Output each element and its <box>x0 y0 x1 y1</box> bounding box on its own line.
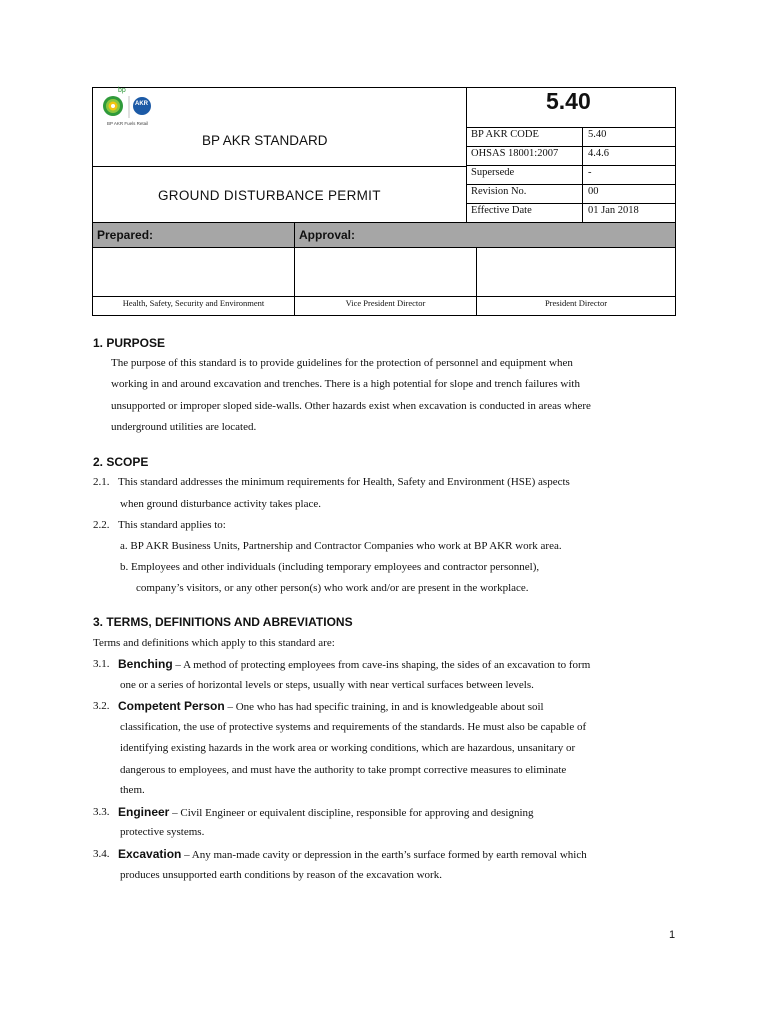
term-number: 3.2. <box>93 700 110 712</box>
term-number: 3.3. <box>93 806 110 818</box>
approval-label: Approval: <box>299 228 356 242</box>
meta-value: 5.40 <box>588 129 607 140</box>
bp-wordmark: bp <box>118 87 126 94</box>
purpose-line: The purpose of this standard is to provide guidelines for the protection of personnel and equipment when <box>111 357 573 369</box>
scope-item-text: This standard applies to: <box>118 519 226 531</box>
scope-item-number: 2.2. <box>93 519 110 531</box>
term-text: produces unsupported earth conditions by reason of the excavation work. <box>120 869 442 881</box>
purpose-heading: 1. PURPOSE <box>93 336 166 350</box>
company-logo <box>100 88 170 132</box>
term-text: – A method of protecting employees from cave-ins shaping, the sides of an excavation to form <box>172 659 591 671</box>
terms-heading: 3. TERMS, DEFINITIONS AND ABREVIATIONS <box>93 615 353 629</box>
purpose-line: underground utilities are located. <box>111 421 257 433</box>
scope-item-text: This standard addresses the minimum requirements for Health, Safety and Environment (HSE) aspects <box>118 476 570 488</box>
meta-label: Effective Date <box>471 205 532 216</box>
term-text: protective systems. <box>120 826 205 838</box>
logo-caption: BP AKR Fuels Retail <box>107 121 149 126</box>
page-number: 1 <box>669 929 676 941</box>
term-name: Benching <box>118 657 173 671</box>
standard-title: BP AKR STANDARD <box>202 133 328 148</box>
meta-label: Supersede <box>471 167 515 178</box>
terms-intro: Terms and definitions which apply to this standard are: <box>93 637 335 649</box>
scope-subitem: company’s visitors, or any other person(s) who work and/or are present in the workplace. <box>136 582 529 594</box>
term-text: classification, the use of protective systems and requirements of the standards. He must also be capable of <box>120 721 587 733</box>
term-definition <box>118 805 534 819</box>
term-definition <box>118 657 590 671</box>
scope-subitem: a. BP AKR Business Units, Partnership and Contractor Companies who work at BP AKR work area. <box>120 540 562 552</box>
term-text: dangerous to employees, and must have the authority to take prompt corrective measures to eliminate <box>120 764 567 776</box>
purpose-line: working in and around excavation and trenches. There is a high potential for slope and trench failures with <box>111 378 580 390</box>
akr-wordmark: AKR <box>135 101 148 107</box>
term-name: Competent Person <box>118 699 225 713</box>
signatory-hse: Health, Safety, Security and Environment <box>122 298 265 308</box>
scope-subitem: b. Employees and other individuals (including temporary employees and contractor personnel), <box>120 561 540 573</box>
permit-title: GROUND DISTURBANCE PERMIT <box>158 188 381 203</box>
meta-label: Revision No. <box>471 186 527 197</box>
term-text: – One who has had specific training, in and is knowledgeable about soil <box>224 701 544 713</box>
scope-heading: 2. SCOPE <box>93 455 149 469</box>
meta-value: 01 Jan 2018 <box>588 205 639 216</box>
term-name: Engineer <box>118 805 170 819</box>
term-text: them. <box>120 784 145 796</box>
signatory-president: President Director <box>544 298 608 308</box>
purpose-line: unsupported or improper sloped side-walls. Other hazards exist when excavation is conducted in areas where <box>111 400 591 412</box>
scope-item-text: when ground disturbance activity takes place. <box>120 498 321 510</box>
term-text: one or a series of horizontal levels or steps, usually with near vertical surfaces between levels. <box>120 679 534 691</box>
meta-value: 4.4.6 <box>588 148 609 159</box>
meta-value: - <box>588 167 592 178</box>
term-definition <box>118 847 587 861</box>
term-text: – Any man-made cavity or depression in the earth’s surface formed by earth removal which <box>181 849 587 861</box>
term-number: 3.4. <box>93 848 110 860</box>
term-definition <box>118 699 544 713</box>
term-text: – Civil Engineer or equivalent discipline, responsible for approving and designing <box>169 807 534 819</box>
meta-label: BP AKR CODE <box>471 129 539 140</box>
signatory-vp: Vice President Director <box>345 298 426 308</box>
meta-label: OHSAS 18001:2007 <box>471 148 559 159</box>
scope-item-number: 2.1. <box>93 476 110 488</box>
term-name: Excavation <box>118 847 182 861</box>
term-number: 3.1. <box>93 658 110 670</box>
prepared-approval-band <box>93 223 675 247</box>
doc-number: 5.40 <box>546 88 591 114</box>
meta-value: 00 <box>588 186 599 197</box>
prepared-label: Prepared: <box>97 228 154 242</box>
term-text: identifying existing hazards in the work area or working conditions, which are hazardous, unsanitary or <box>120 742 576 754</box>
